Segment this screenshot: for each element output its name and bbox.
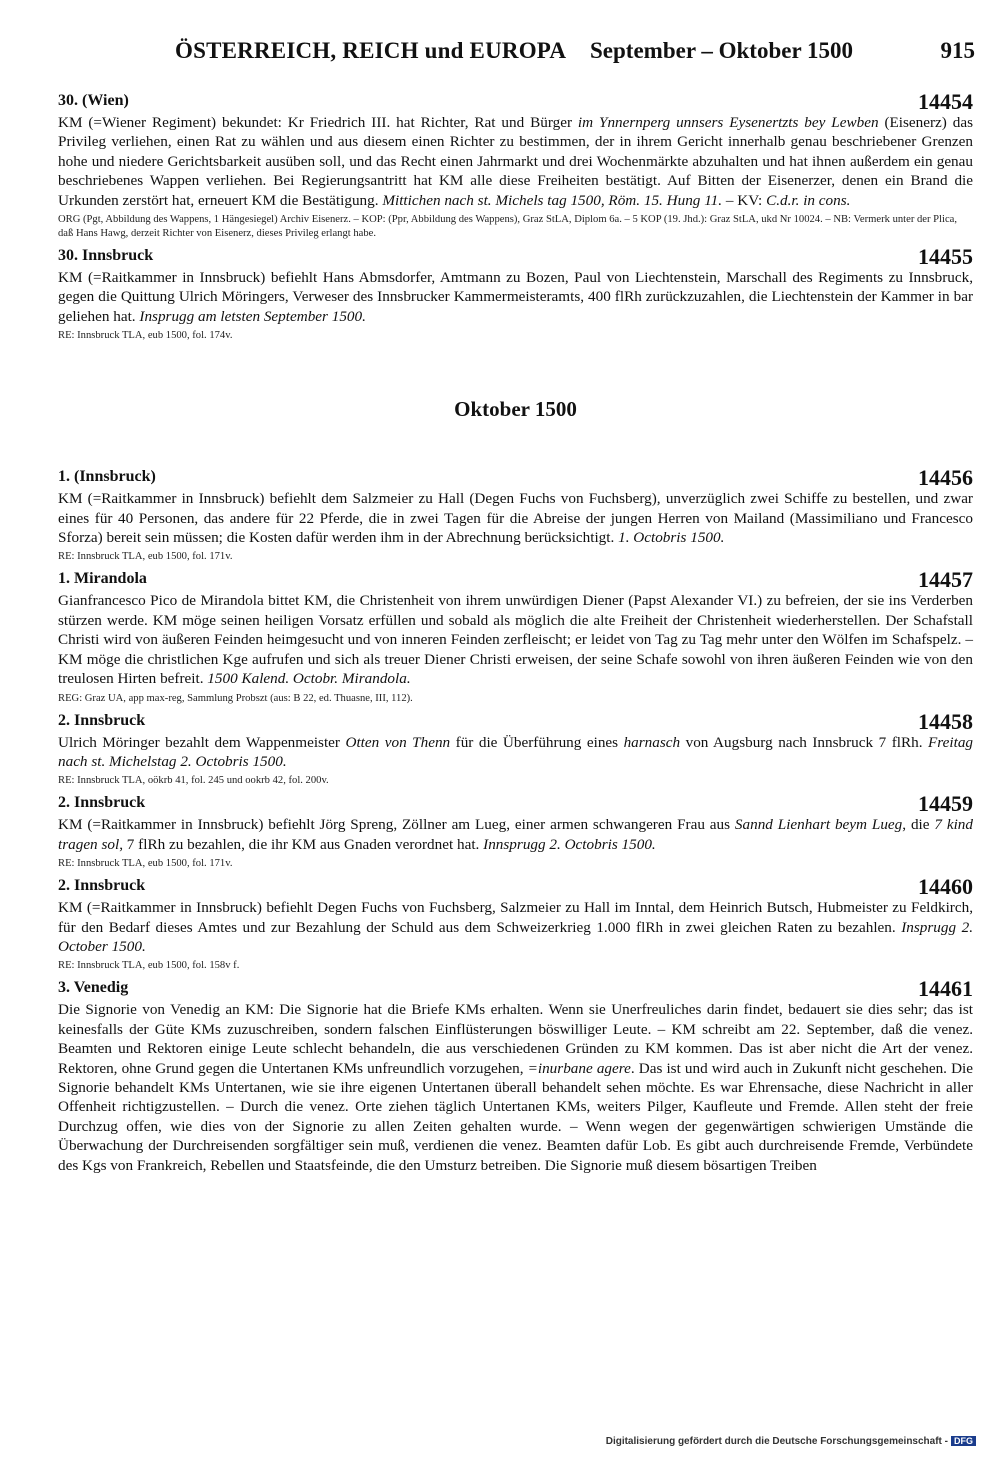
entry-text-italic: 7 kind tragen sol — [58, 816, 973, 853]
entry-date-place: 30. (Wien) — [58, 92, 129, 109]
page-content — [58, 89, 974, 1181]
entry-text — [58, 591, 973, 688]
entry-source: RE: Innsbruck TLA, oökrb 41, fol. 245 und ookrb 42, fol. 200v. — [58, 775, 329, 787]
entry — [58, 244, 973, 343]
entry-text-segment: KM (=Raitkammer in Innsbruck) befiehlt Degen Fuchs von Fuchsberg, Salzmeier zu Hall im Inntal, dem Heinrich Butsch, Hubmeister zu Feldkirch, für den Bedarf dieses Amtes und zur Bezahlung der Schuld aus dem Schweizerkrieg 1.000 flRh in zwei gleichen Raten zu bezahlen. — [58, 899, 973, 936]
entry-text-segment: , 7 flRh zu bezahlen, die ihr KM aus Gnaden verordnet hat. — [119, 835, 484, 853]
entry-date-place: 2. Innsbruck — [58, 711, 146, 729]
entry-date-place: 2. Innsbruck — [58, 877, 146, 895]
entry-source: RE: Innsbruck TLA, eub 1500, fol. 171v. — [58, 551, 233, 563]
entry-text-italic: =inurbane agere — [527, 1059, 631, 1077]
entry — [58, 89, 973, 241]
running-title: ÖSTERREICH, REICH und EUROPA — [175, 38, 567, 63]
entry — [58, 567, 973, 705]
entry-heading — [58, 874, 973, 900]
entry-heading — [58, 244, 973, 270]
entry-heading — [58, 89, 973, 114]
entry-text — [58, 733, 973, 772]
entry — [58, 874, 973, 973]
entry-text-italic: im Ynnernperg unnsers Eysenertzts bey Lewben — [577, 114, 879, 131]
entry-text-segment: für die Überführung eines — [450, 733, 624, 751]
entry-source: REG: Graz UA, app max-reg, Sammlung Probszt (aus: B 22, ed. Thuasne, III, 112). — [58, 692, 413, 704]
entry-text — [58, 113, 973, 210]
entry-text — [58, 1000, 973, 1175]
page-number: 915 — [940, 38, 975, 63]
entry-text-italic: Sannd Lienhart beym Lueg — [734, 816, 903, 834]
entry-text-italic: Freitag nach st. Michelstag 2. Octobris 1500. — [58, 733, 974, 770]
entry-number: 14457 — [918, 567, 973, 593]
entry-number: 14461 — [918, 976, 973, 1002]
entry-number: 14455 — [918, 244, 973, 270]
dfg-logo: DFG — [951, 1436, 976, 1446]
entry-text — [58, 815, 973, 854]
entry-text — [58, 489, 973, 547]
entry-text-segment: (Eisenerz) das Privileg verliehen, einen Rat zu wählen und aus diesem einen Richter zu bestimmen, der in ihrem Gericht innerhalb genau beschriebener Grenzen hohe und niedere Gerichtsbarkeit ausüben soll, und das Recht einen Jahrmarkt und drei Wochenmärkte abzuhalten und hat ihnen außerdem ein genau beschriebenes Wappen verliehen. Bei Regierungsantritt hat KM alle diese Freiheiten bestätigt. Auf Bitten der Eisenerzer, denen ein Brand die Urkunden zerstört hat, erneuert KM die Bestätigung. — [58, 114, 973, 209]
entry-text-segment: KM (=Wiener Regiment) bekundet: Kr Friedrich III. hat Richter, Rat und Bürger — [58, 114, 578, 131]
entry — [58, 976, 974, 1175]
entry-text-segment: Ulrich Möringer bezahlt dem Wappenmeister — [58, 733, 346, 751]
entry-text-segment: – KV: — [722, 191, 767, 209]
entry-heading — [58, 976, 973, 1002]
entry-heading — [58, 567, 973, 593]
entry — [58, 708, 974, 789]
page-header — [175, 38, 985, 70]
entry — [58, 465, 973, 564]
entry-text-segment: Die Signorie von Venedig an KM: Die Signorie hat die Briefe KMs erhalten. Wenn sie Unerfreuliches darin findet, bedauert sie dies sehr; das ist keinesfalls der Güte KMs zuzuschreiben, sondern falschen Einflüsterungen böswilliger Leute. – KM schreibt am 22. September, daß die venez. Beamten und Rektoren einige Leute schlecht behandeln, die aus verschiedenen Gründen zu KM kommen. Das ist aber nicht die Art der venez. Rektoren, ohne Grund gegen die Untertanen KMs unfreundlich vorzugehen, — [58, 1001, 973, 1077]
entry-source: ORG (Pgt, Abbildung des Wappens, 1 Hängesiegel) Archiv Eisenerz. – KOP: (Ppr, Abbildung des Wappens), Graz StLA, Diplom 6a. – 5 KOP (19. Jhd.): Graz StLA, ukd Nr 10024. – NB: Vermerk unter der Plica, daß Hans Hawg, derzeit Richter von Eisenerz, dieses Privileg erlangt habe. — [58, 214, 957, 240]
entry-source: RE: Innsbruck TLA, eub 1500, fol. 174v. — [58, 330, 233, 342]
entry-number: 14458 — [918, 708, 973, 734]
entries-september — [58, 89, 973, 343]
entry-text-italic: Innsprugg 2. Octobris 1500. — [483, 835, 656, 853]
entry-date-place: 1. (Innsbruck) — [58, 468, 156, 486]
footer-credit — [606, 1436, 976, 1447]
entry-source: RE: Innsbruck TLA, eub 1500, fol. 171v. — [58, 858, 233, 870]
footer-text: Digitalisierung gefördert durch die Deutsche Forschungsgemeinschaft - — [605, 1436, 948, 1447]
entry-text-italic: Otten von Thenn — [345, 733, 451, 751]
entry-text-italic: Mittichen nach st. Michels tag 1500, Röm. 15. Hung 11. — [382, 191, 723, 209]
entry-text-segment: KM (=Raitkammer in Innsbruck) befiehlt Hans Abmsdorfer, Amtmann zu Bozen, Paul von Liechtenstein, Marschall des Regiments zu Innsbruck, gegen die Quittung Ulrich Möringers, Verweser des Innsbrucker Kammermeisteramts, 400 flRh zurückzuzahlen, die Liechtenstein der Kammer in bar geliehen hat. — [58, 269, 973, 325]
entry-date-place: 2. Innsbruck — [58, 794, 146, 812]
running-months: September – Oktober 1500 — [590, 38, 853, 63]
entry-text-italic: 1500 Kalend. Octobr. Mirandola. — [207, 670, 411, 688]
entry-text-italic: 1. Octobris 1500. — [618, 529, 725, 547]
entry-date-place: 1. Mirandola — [58, 570, 147, 588]
entry-number: 14459 — [918, 791, 973, 817]
entry-date-place: 3. Venedig — [58, 979, 129, 997]
entry-number: 14460 — [918, 874, 973, 900]
entry-text-italic: Insprugg am letsten September 1500. — [139, 307, 366, 325]
entry-text-segment: . Das ist und wird auch in Zukunft nicht geschehen. Die Signorie behandelt KMs Untertanen, wie sie ihre eigenen Untertanen überall behandelt sehen möchte. Es war Ehrensache, diese Nachricht in aller Offenheit richtigzustellen. – Durch die venez. Orte ziehen täglich Untertanen KMs, weiters Pilger, Kaufleute und Fremde. Allen steht der freie Durchzug offen, wie dies von der Signorie zu allen Zeiten gehalten wurde. – Wenn wegen der gegenwärtigen schwierigen Umstände die Überwachung der Durchreisenden sorgfältiger sein muß, verdienen die venez. Beamten dafür Lob. Es gibt auch durchreisende Fremde, Verbündete des Kgs von Frankreich, Rebellen und Staatsfeinde, die den Umsturz betreiben. Die Signorie muß diesem bösartigen Treiben — [58, 1059, 974, 1174]
entry-date-place: 30. Innsbruck — [58, 247, 154, 265]
month-heading: Oktober 1500 — [454, 397, 577, 422]
entry-text-italic: harnasch — [623, 733, 681, 751]
entry-heading — [58, 708, 973, 734]
entry-source: RE: Innsbruck TLA, eub 1500, fol. 158v f. — [58, 960, 240, 972]
entry-text-segment: KM (=Raitkammer in Innsbruck) befiehlt Jörg Spreng, Zöllner am Lueg, einer armen schwangeren Frau aus — [58, 816, 735, 834]
entry — [58, 791, 973, 871]
entry-text — [58, 268, 973, 326]
entry-text-italic: C.d.r. in cons. — [766, 191, 851, 209]
entry-number: 14456 — [918, 465, 973, 491]
entry-text-segment: KM (=Raitkammer in Innsbruck) befiehlt dem Salzmeier zu Hall (Degen Fuchs von Fuchsberg), unverzüglich zwei Schiffe zu bestellen, und zwar eines für 40 Personen, das andere für 22 Pferde, die in zwei Tagen für die Abreise der jungen Herren von Mailand (Massimiliano und Francesco Sforza) bereit sein müssen; die Kosten dafür werden ihm in der Abrechnung berücksichtigt. — [58, 490, 973, 547]
entry-text-segment: , die — [902, 816, 935, 834]
entry-number: 14454 — [918, 89, 973, 114]
entry-text-segment: Gianfrancesco Pico de Mirandola bittet KM, die Christenheit von ihrem unwürdigen Diener (Papst Alexander VI.) zu befreien, der sie ins Verderben stürzen werde. KM möge seinen heiligen Vorsatz erfüllen und sobald als möglich die alte Freiheit der Christenheit wiederherstellen. Der Schafstall Christi wird von äußeren Feinden heimgesucht und von inneren Feinden zerfleischt; er leidet von Tag zu Tag mehr unter den Wölfen im Schafspelz. – KM möge die christlichen Kge aufrufen und sich als treuer Diener Christi erweisen, der seine Schafe sowohl von ihren äußeren Feinden wie von den treulosen Hirten befreit. — [58, 592, 973, 688]
entry-text-italic: Insprugg 2. October 1500. — [58, 918, 973, 955]
entry-heading — [58, 791, 973, 817]
entry-heading — [58, 465, 973, 491]
entry-text — [58, 898, 973, 956]
entry-text-segment: von Augsburg nach Innsbruck 7 flRh. — [680, 733, 929, 751]
entries-oktober — [58, 465, 974, 1175]
